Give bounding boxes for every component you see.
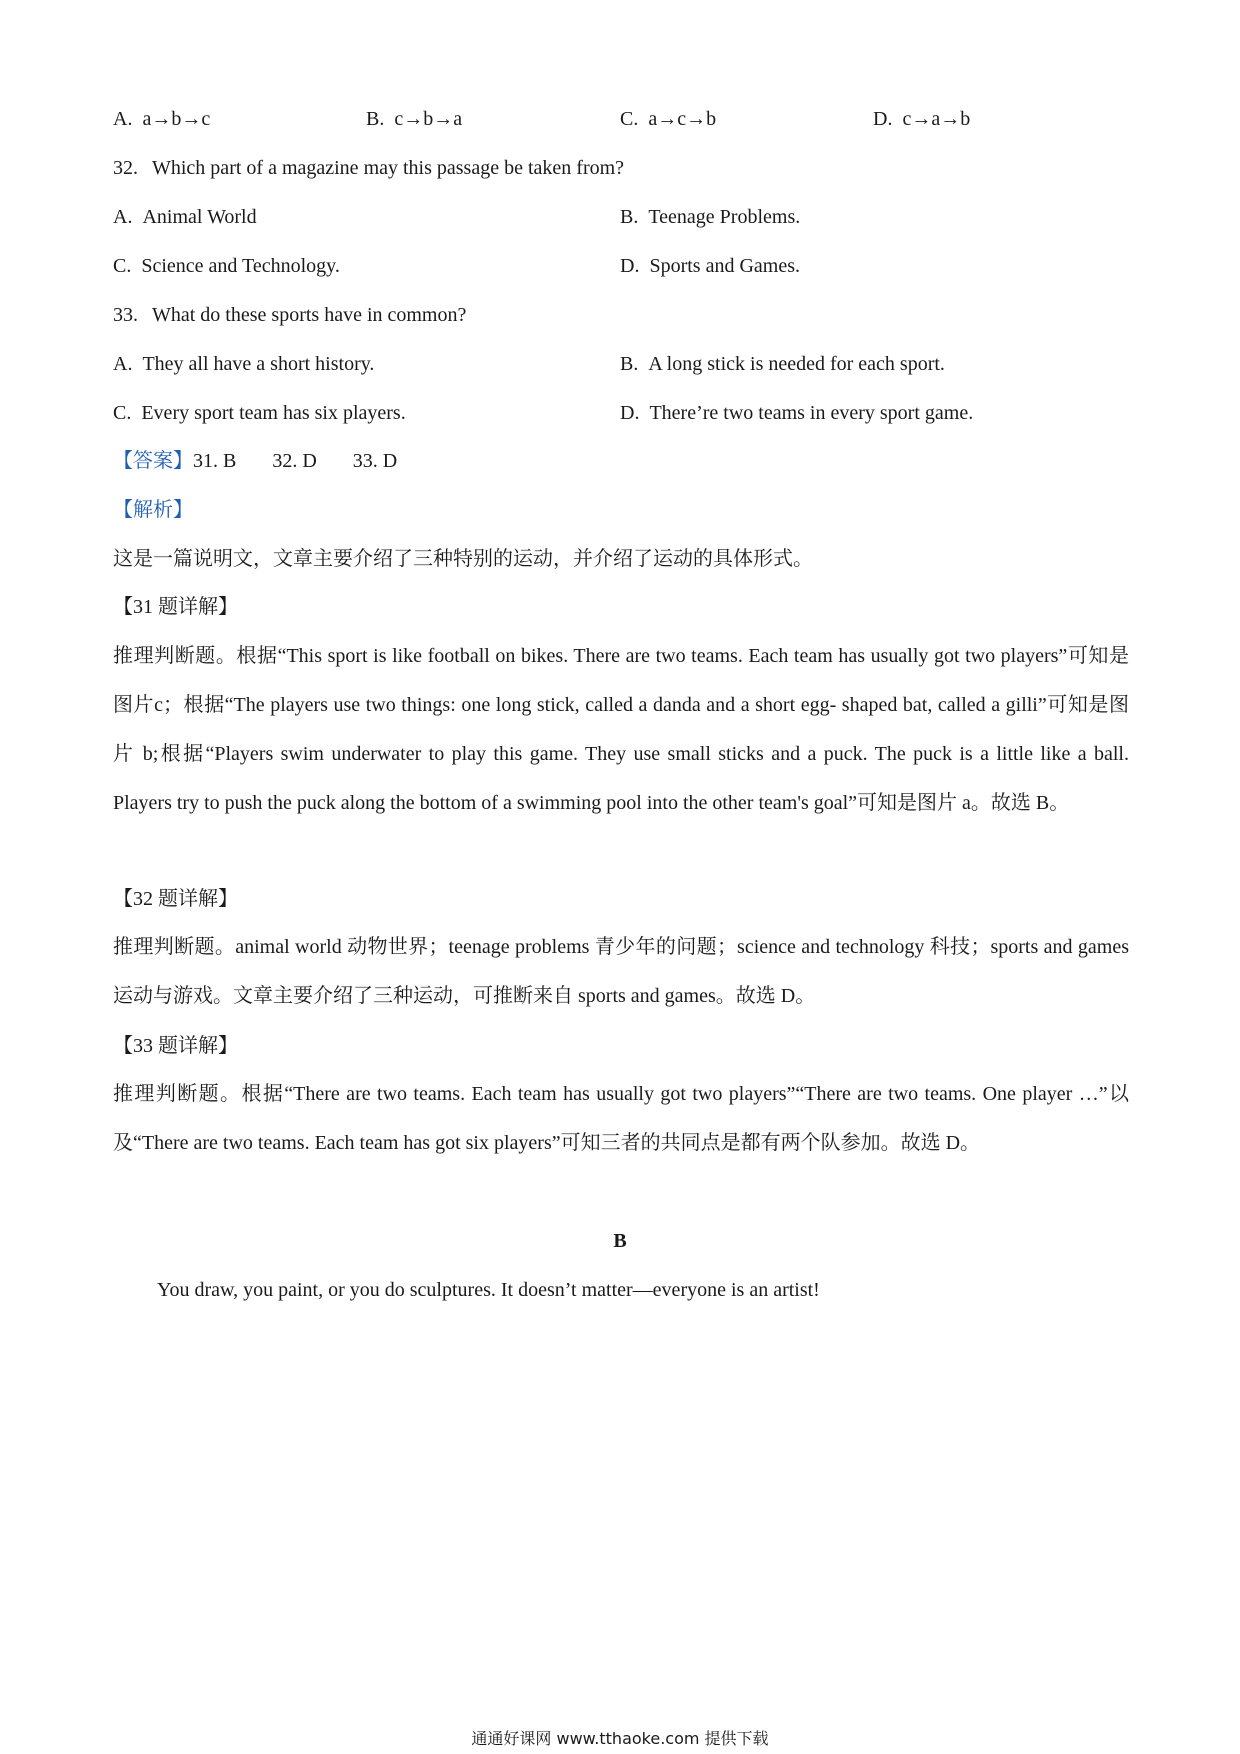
q33-option-a [113,351,374,377]
q32-option-a [113,204,257,230]
q32-option-c [113,253,340,279]
option-text: Sports and Games. [649,255,800,277]
q31-option-d [873,106,970,132]
answer-line [113,448,397,474]
detail33-heading: 【33 题详解】 [113,1035,238,1057]
option-text: c→a→b [902,108,971,130]
q32-option-b [620,204,800,230]
question-text: Which part of a magazine may this passage be taken from? [152,157,625,179]
answer-tag: 【答案】 [113,450,193,472]
option-letter: A. [113,353,133,375]
option-letter: D. [620,255,640,277]
q31-option-a [113,106,210,132]
option-letter: A. [113,206,133,228]
section-b-title: B [613,1230,627,1252]
page-footer: 通通好课网 www.tthaoke.com 提供下载 [471,1729,769,1748]
option-text: Animal World [142,206,257,228]
detail31-text: 推理判断题。根据“This sport is like football on bikes. There are two teams. Each team has usually got two players”可知是图片c；根据“The players use two things: one long stick, called a danda and a short egg- shaped bat, called a gilli”可知是图片 b;根据“Players swim underwater to play this game. They use small sticks and a puck. The puck is a little like a ball. Players try to push the puck along the bottom of a swimming pool into the other team's goal”可知是图片 a。故选 B。 [113,645,1129,814]
detail32-heading: 【32 题详解】 [113,888,238,910]
option-letter: B. [620,353,639,375]
q32-question [113,155,624,181]
option-text: They all have a short history. [142,353,375,375]
option-letter: B. [620,206,639,228]
option-letter: C. [113,402,132,424]
answer-item: 32. D [272,450,317,472]
option-text: Science and Technology. [141,255,340,277]
option-text: Every sport team has six players. [141,402,406,424]
detail31-heading: 【31 题详解】 [113,596,238,618]
option-text: c→b→a [394,108,463,130]
option-letter: A. [113,108,133,130]
option-letter: B. [366,108,385,130]
question-text: What do these sports have in common? [152,304,467,326]
analysis-tag: 【解析】 [113,499,193,521]
q31-option-c [620,106,716,132]
question-number: 32. [113,157,138,179]
analysis-summary: 这是一篇说明文，文章主要介绍了三种特别的运动，并介绍了运动的具体形式。 [113,548,813,570]
option-letter: C. [620,108,639,130]
q33-question [113,302,466,328]
option-text: A long stick is needed for each sport. [648,353,945,375]
option-text: a→b→c [142,108,211,130]
q31-option-b [366,106,462,132]
detail33-text: 推理判断题。根据“There are two teams. Each team has usually got two players”“There are two teams. One player …”以及“There are two teams. Each team has got six players”可知三者的共同点是都有两个队参加。故选 D。 [113,1083,1129,1154]
q32-option-d [620,253,800,279]
option-letter: D. [620,402,640,424]
option-letter: D. [873,108,893,130]
option-text: Teenage Problems. [648,206,801,228]
answer-item: 31. B [193,450,237,472]
detail32-text: 推理判断题。animal world 动物世界；teenage problems 青少年的问题；science and technology 科技；sports and games 运动与游戏。文章主要介绍了三种运动，可推断来自 sports and games。故选 D。 [113,936,1129,1007]
option-letter: C. [113,255,132,277]
option-text: There’re two teams in every sport game. [649,402,974,424]
option-text: a→c→b [648,108,717,130]
q33-option-c [113,400,406,426]
q33-option-d [620,400,973,426]
q33-option-b [620,351,945,377]
question-number: 33. [113,304,138,326]
answer-item: 33. D [352,450,398,472]
section-b-first-line: You draw, you paint, or you do sculptures. It doesn’t matter—everyone is an artist! [157,1279,820,1301]
